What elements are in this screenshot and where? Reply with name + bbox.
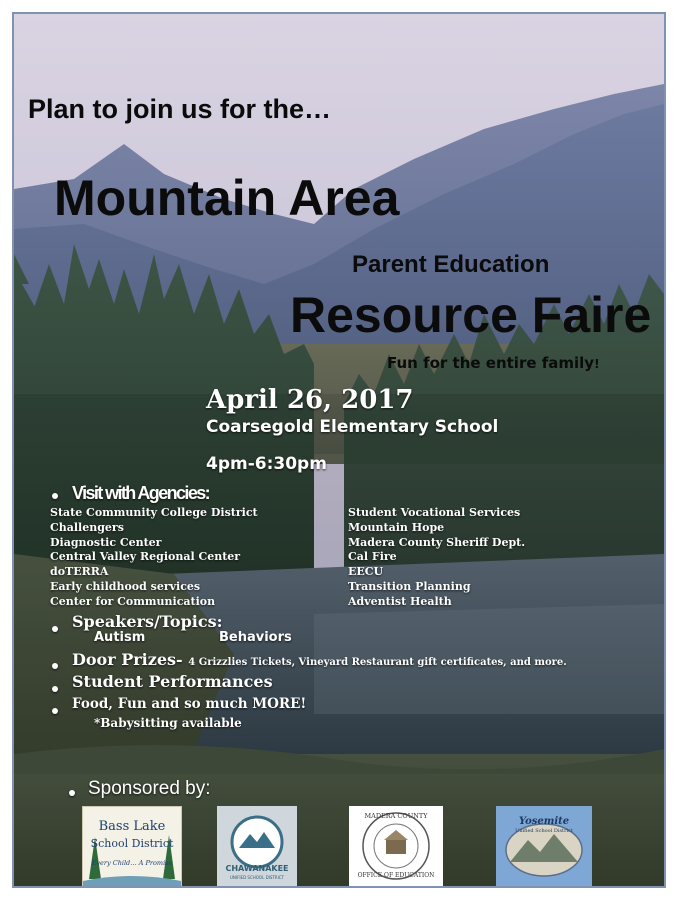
agency-item: Madera County Sheriff Dept. [348,535,526,549]
event-location: Coarsegold Elementary School [206,417,499,437]
mountain-lake-photo [14,14,664,886]
yosemite-logo [496,806,592,886]
door-prizes-detail: 4 Grizzlies Tickets, Vineyard Restaurant gift certificates, and more. [188,657,567,668]
agency-item: Challengers [50,520,124,534]
mountain-badge-icon [217,806,297,886]
chawanakee-logo [217,806,297,886]
chawanakee-sub: UNIFIED SCHOOL DISTRICT [229,875,285,880]
bullet-icon [52,663,58,669]
agency-item: Adventist Health [348,594,452,608]
door-prizes [72,650,567,669]
bass-lake-district: School District [90,837,174,850]
food-fun: Food, Fun and so much MORE! [72,696,307,712]
agency-item: EECU [348,565,384,579]
title-mountain-area: Mountain Area [54,170,400,226]
event-time: 4pm-6:30pm [206,454,327,474]
babysitting-note: *Babysitting available [94,716,242,730]
madera-bottom-text: OFFICE OF EDUCATION [357,872,435,879]
bullet-icon [52,626,58,632]
agency-item: Transition Planning [348,579,471,593]
agencies-heading: Visit with Agencies: [72,483,210,503]
flyer [12,12,666,888]
agency-item: Early childhood services [50,579,201,593]
agencies-left-list [50,506,258,610]
bullet-icon [52,708,58,714]
agency-item: Center for Communication [50,594,216,608]
agency-item: State Community College District [50,506,258,519]
agencies-right-list [348,506,525,610]
agency-item: Mountain Hope [348,520,445,534]
tagline-text: Fun for the entire family [387,354,595,372]
intro-text: Plan to join us for the… [28,94,331,124]
bass-lake-motto: Every Child… A Promise [91,859,173,867]
tagline-bang: ! [594,357,600,371]
chawanakee-name: CHAWANAKEE [225,864,289,873]
madera-top-text: MADERA COUNTY [364,812,428,820]
bullet-icon [69,790,75,796]
tagline [387,354,600,372]
bass-lake-name: Bass Lake [98,819,166,834]
topic-autism: Autism [94,630,146,645]
agency-item: Student Vocational Services [348,506,521,519]
speakers-heading: Speakers/Topics: [72,612,223,631]
student-performances: Student Performances [72,672,273,691]
agency-item: doTERRA [50,565,109,579]
event-date: April 26, 2017 [206,385,414,415]
yosemite-sub: Unified School District [515,828,573,834]
title-parent-education: Parent Education [352,251,550,278]
agency-item: Cal Fire [348,550,397,564]
sponsors-heading: Sponsored by: [88,778,211,799]
door-prizes-heading: Door Prizes- [72,650,183,669]
bass-lake-logo [82,806,182,888]
bullet-icon [52,493,58,499]
madera-county-logo [349,806,443,886]
topic-behaviors: Behaviors [219,630,292,645]
agency-item: Diagnostic Center [50,535,162,549]
agency-item: Central Valley Regional Center [50,550,241,564]
yosemite-name: Yosemite [518,816,570,827]
bullet-icon [52,686,58,692]
title-resource-faire: Resource Faire [290,287,652,343]
